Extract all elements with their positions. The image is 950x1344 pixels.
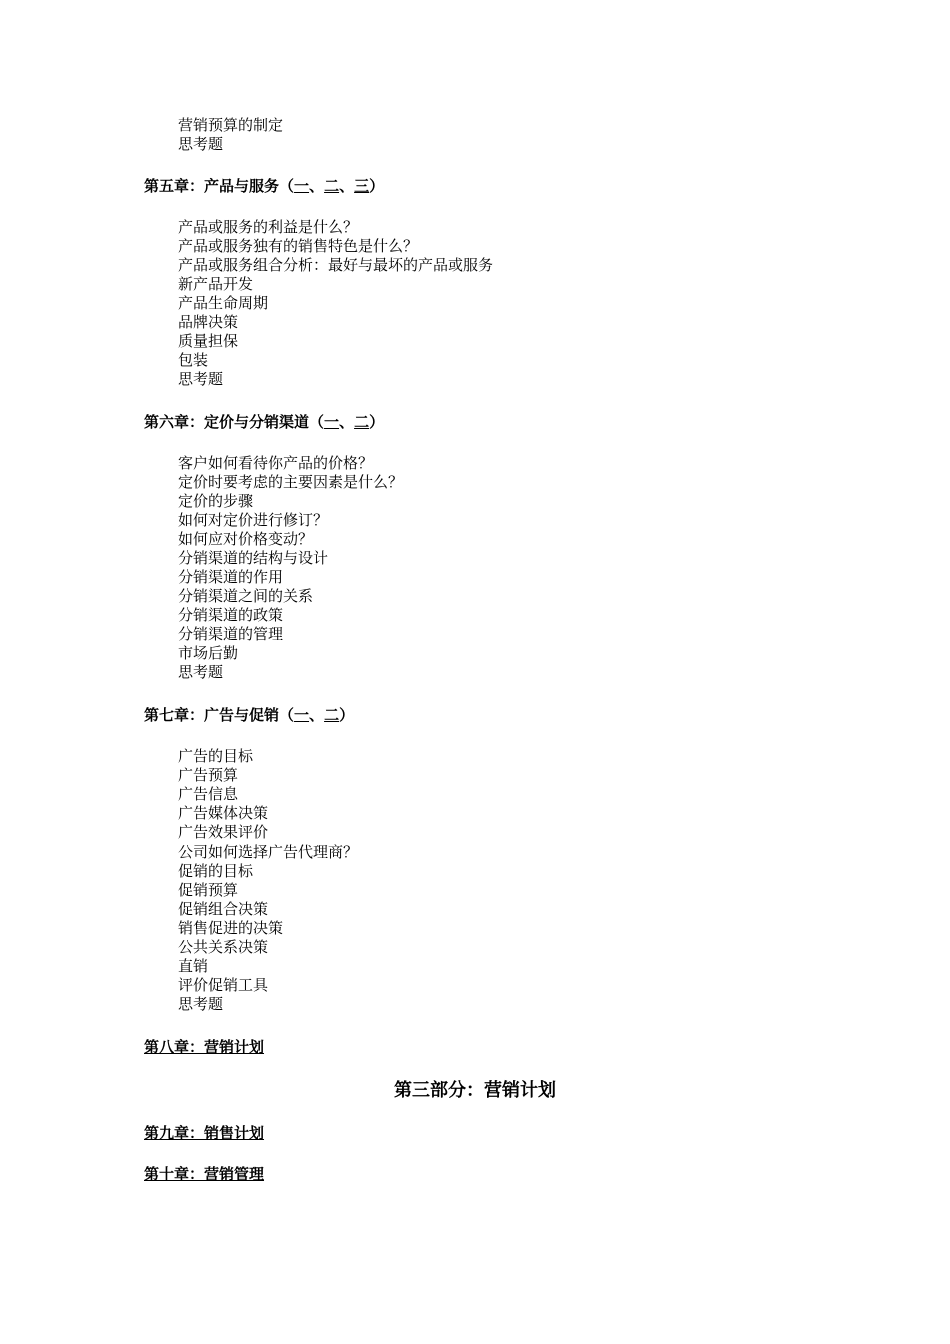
- list-item: 产品生命周期: [178, 294, 269, 312]
- chapter-5-link-1[interactable]: 一: [294, 177, 310, 195]
- chapter-6-link-1[interactable]: 一: [324, 413, 340, 431]
- separator: 、: [309, 177, 325, 195]
- list-item: 如何对定价进行修订？: [178, 511, 329, 529]
- paren-open: （: [279, 706, 295, 724]
- paren-close: ）: [369, 413, 385, 431]
- list-item: 思考题: [178, 995, 224, 1013]
- chapter-5-title: 第五章：产品与服务: [144, 177, 280, 195]
- list-item: 广告预算: [178, 766, 239, 784]
- chapter-6-link-2[interactable]: 二: [354, 413, 370, 431]
- list-item: 分销渠道之间的关系: [178, 587, 314, 605]
- list-item: 新产品开发: [178, 275, 254, 293]
- chapter-7-title: 第七章：广告与促销: [144, 706, 280, 724]
- separator: 、: [339, 177, 355, 195]
- list-item: 产品或服务的利益是什么？: [178, 218, 359, 236]
- list-item: 广告信息: [178, 785, 239, 803]
- separator: 、: [309, 706, 325, 724]
- chapter-8-heading[interactable]: 第八章：营销计划: [144, 1038, 265, 1056]
- list-item: 分销渠道的政策: [178, 606, 284, 624]
- paren-close: ）: [339, 706, 355, 724]
- list-item: 包装: [178, 351, 209, 369]
- list-item: 市场后勤: [178, 644, 239, 662]
- list-item: 思考题: [178, 663, 224, 681]
- list-item: 广告的目标: [178, 747, 254, 765]
- list-item: 分销渠道的管理: [178, 625, 284, 643]
- chapter-10-heading[interactable]: 第十章：营销管理: [144, 1165, 265, 1183]
- list-item: 定价时要考虑的主要因素是什么？: [178, 473, 404, 491]
- chapter-7-heading: [144, 706, 354, 725]
- list-item: 广告媒体决策: [178, 804, 269, 822]
- paren-open: （: [279, 177, 295, 195]
- list-item: 促销预算: [178, 881, 239, 899]
- paren-open: （: [309, 413, 325, 431]
- list-item: 直销: [178, 957, 209, 975]
- chapter-7-link-2[interactable]: 二: [324, 706, 340, 724]
- list-item: 思考题: [178, 370, 224, 388]
- list-item: 广告效果评价: [178, 823, 269, 841]
- chapter-5-link-2[interactable]: 二: [324, 177, 340, 195]
- list-item: 销售促进的决策: [178, 919, 284, 937]
- list-item: 促销组合决策: [178, 900, 269, 918]
- list-item: 产品或服务独有的销售特色是什么？: [178, 237, 419, 255]
- chapter-5-link-3[interactable]: 三: [354, 177, 370, 195]
- list-item: 促销的目标: [178, 862, 254, 880]
- list-item: 定价的步骤: [178, 492, 254, 510]
- chapter-7-link-1[interactable]: 一: [294, 706, 310, 724]
- list-item: 公司如何选择广告代理商？: [178, 843, 359, 861]
- list-item: 评价促销工具: [178, 976, 269, 994]
- chapter-5-heading: [144, 177, 384, 196]
- list-item: 公共关系决策: [178, 938, 269, 956]
- chapter-9-heading[interactable]: 第九章：销售计划: [144, 1124, 265, 1142]
- chapter-6-title: 第六章：定价与分销渠道: [144, 413, 310, 431]
- list-item: 营销预算的制定: [178, 116, 284, 134]
- part-3-title: 第三部分：营销计划: [394, 1080, 556, 1101]
- list-item: 质量担保: [178, 332, 239, 350]
- list-item: 产品或服务组合分析：最好与最坏的产品或服务: [178, 256, 494, 274]
- chapter-6-heading: [144, 413, 384, 432]
- list-item: 品牌决策: [178, 313, 239, 331]
- list-item: 思考题: [178, 135, 224, 153]
- list-item: 如何应对价格变动？: [178, 530, 314, 548]
- paren-close: ）: [369, 177, 385, 195]
- list-item: 分销渠道的作用: [178, 568, 284, 586]
- list-item: 客户如何看待你产品的价格？: [178, 454, 374, 472]
- separator: 、: [339, 413, 355, 431]
- list-item: 分销渠道的结构与设计: [178, 549, 329, 567]
